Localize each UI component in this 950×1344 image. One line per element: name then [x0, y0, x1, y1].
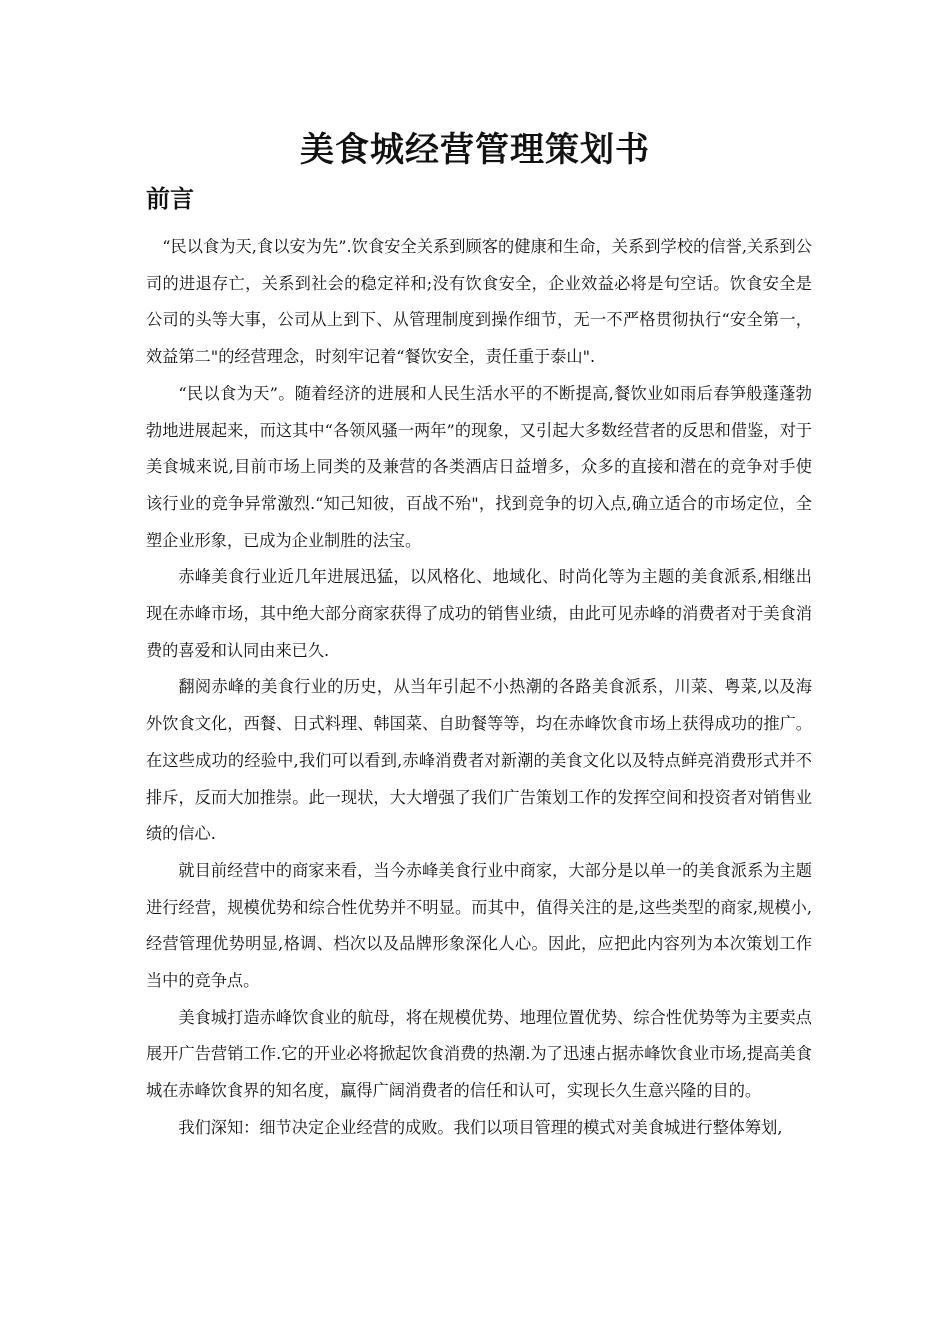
- paragraph: 赤峰美食行业近几年进展迅猛，以风格化、地域化、时尚化等为主题的美食派系,相继出现在赤峰市场，其中绝大部分商家获得了成功的销售业绩，由此可见赤峰的消费者对于美食消费的喜爱和认同由来已久.: [146, 567, 812, 660]
- paragraph: “民以食为天,食以安为先”.饮食安全关系到顾客的健康和生命，关系到学校的信誉,关系到公司的进退存亡，关系到社会的稳定祥和;没有饮食安全，企业效益必将是句空话。饮食安全是公司的头等大事，公司从上到下、从管理制度到操作细节，无一不严格贯彻执行“安全第一，效益第二"的经营理念，时刻牢记着“餐饮安全，责任重于泰山".: [146, 237, 812, 367]
- paragraph: 翻阅赤峰的美食行业的历史，从当年引起不小热潮的各路美食派系，川菜、粤菜,以及海外饮食文化，西餐、日式料理、韩国菜、自助餐等等，均在赤峰饮食市场上获得成功的推广。在这些成功的经验中,我们可以看到,赤峰消费者对新潮的美食文化以及特点鲜亮消费形式并不排斥，反而大加推崇。此一现状，大大增强了我们广告策划工作的发挥空间和投资者对销售业绩的信心.: [146, 677, 812, 844]
- body-text: [146, 229, 812, 1147]
- paragraph: 就目前经营中的商家来看，当今赤峰美食行业中商家，大部分是以单一的美食派系为主题进行经营，规模优势和综合性优势并不明显。而其中，值得关注的是,这些类型的商家,规模小,经营管理优势明显,格调、档次以及品牌形象深化人心。因此，应把此内容列为本次策划工作当中的竞争点。: [146, 860, 812, 991]
- paragraph: 我们深知：细节决定企业经营的成败。我们以项目管理的模式对美食城进行整体筹划,: [178, 1117, 783, 1137]
- document-title: 美食城经营管理策划书: [300, 130, 650, 170]
- section-heading-preface: 前言: [146, 184, 194, 213]
- paragraph: “民以食为天”。随着经济的进展和人民生活水平的不断提高,餐饮业如雨后春笋般蓬蓬勃勃地进展起来，而这其中“各领风骚一两年”的现象，又引起大多数经营者的反思和借鉴，对于美食城来说,目前市场上同类的及兼营的各类酒店日益增多，众多的直接和潜在的竞争对手使该行业的竞争异常激烈.“知己知彼，百战不殆"，找到竞争的切入点,确立适合的市场定位，全塑企业形象，已成为企业制胜的法宝。: [146, 383, 812, 550]
- paragraph: 美食城打造赤峰饮食业的航母，将在规模优势、地理位置优势、综合性优势等为主要卖点展开广告营销工作.它的开业必将掀起饮食消费的热潮.为了迅速占据赤峰饮食业市场,提高美食城在赤峰饮食界的知名度，赢得广阔消费者的信任和认可，实现长久生意兴隆的目的。: [146, 1007, 812, 1101]
